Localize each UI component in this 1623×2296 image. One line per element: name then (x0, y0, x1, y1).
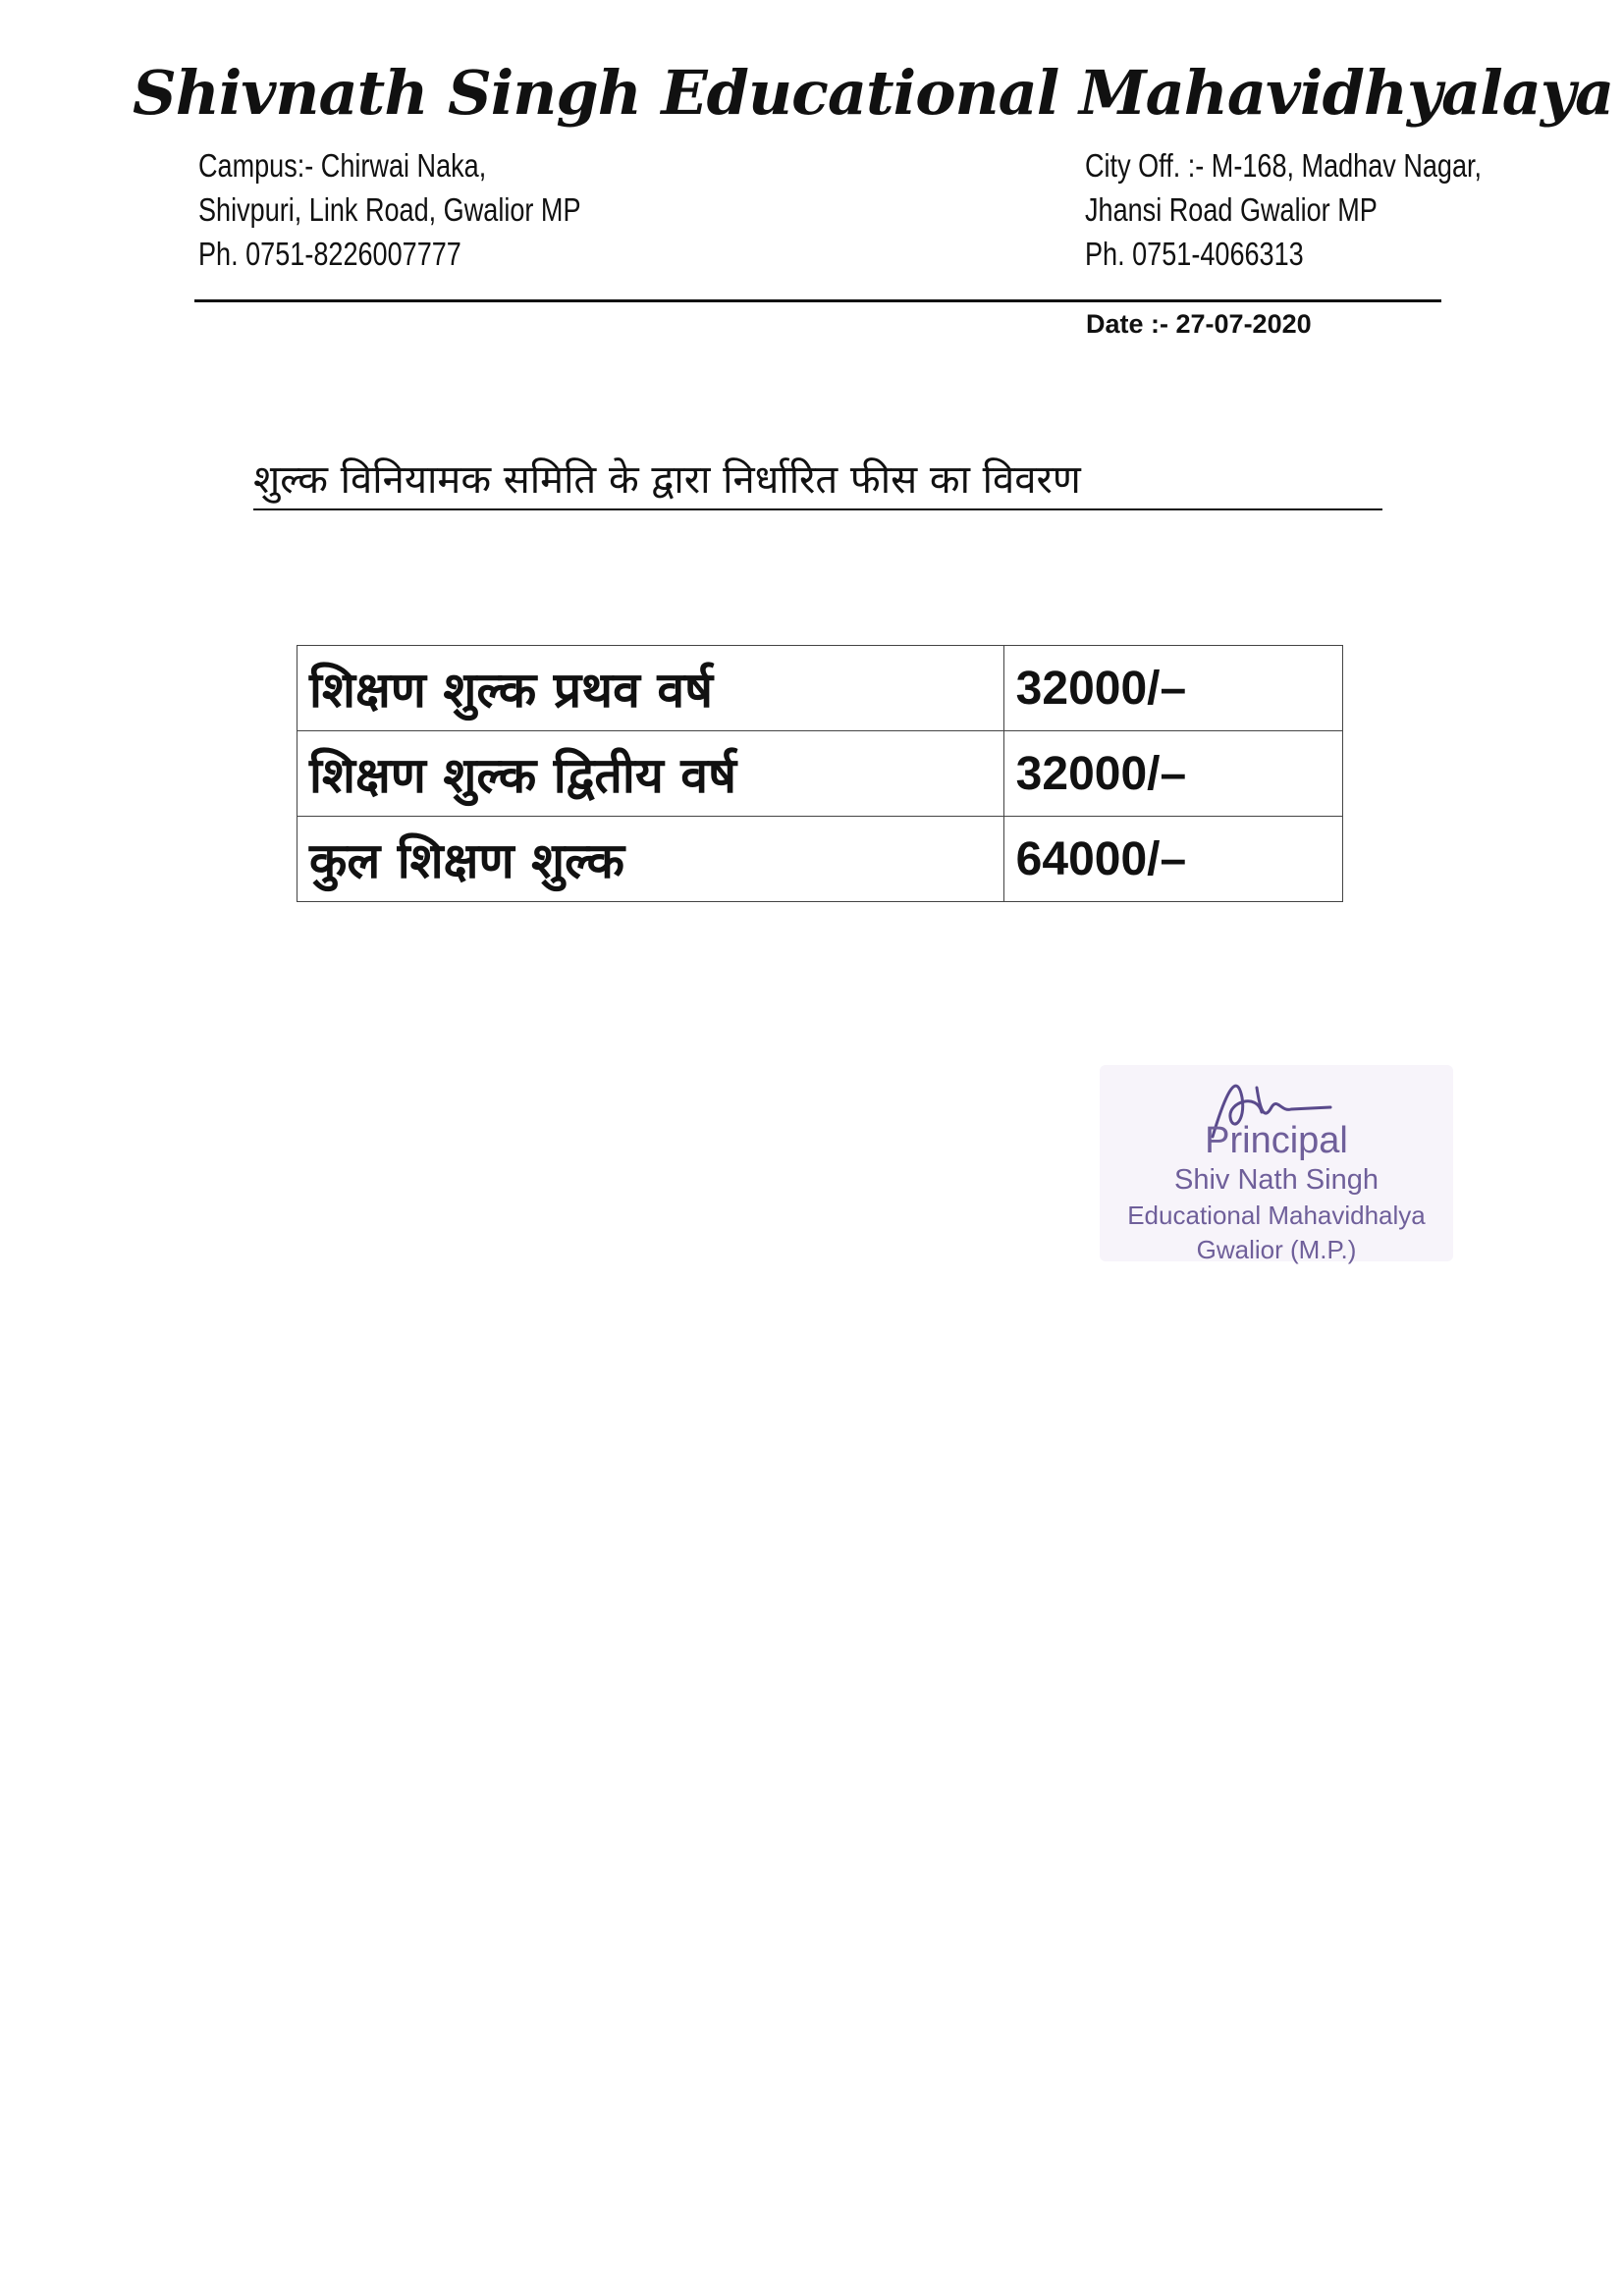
fee-amount: 32000/– (1003, 731, 1342, 817)
seal-title: Principal (1205, 1120, 1348, 1161)
fee-table (297, 645, 1343, 902)
campus-phone: Ph. 0751-8226007777 (198, 236, 461, 272)
fee-total-label: कुल शिक्षण शुल्क (298, 817, 1004, 902)
table-row (298, 646, 1343, 731)
fee-amount: 32000/– (1003, 646, 1342, 731)
document-date: Date :- 27-07-2020 (1086, 309, 1312, 339)
fee-total-amount: 64000/– (1003, 817, 1342, 902)
seal-name: Shiv Nath Singh (1174, 1164, 1379, 1196)
fee-label: शिक्षण शुल्क प्रथव वर्ष (298, 646, 1004, 731)
header-divider (194, 299, 1441, 302)
city-office-address (1085, 143, 1482, 276)
city-office-line-1: City Off. :- M-168, Madhav Nagar, (1085, 147, 1483, 184)
city-office-line-2: Jhansi Road Gwalior MP (1085, 191, 1378, 228)
city-office-phone: Ph. 0751-4066313 (1085, 236, 1304, 272)
college-name: Shivnath Singh Educational Mahavidhyalaya (133, 57, 1614, 129)
seal-location: Gwalior (M.P.) (1196, 1235, 1357, 1264)
campus-address-line-2: Shivpuri, Link Road, Gwalior MP (198, 191, 581, 228)
table-row (298, 731, 1343, 817)
table-row (298, 817, 1343, 902)
campus-address (198, 143, 581, 276)
campus-address-line-1: Campus:- Chirwai Naka, (198, 147, 487, 184)
fee-heading: शुल्क विनियामक समिति के द्वारा निर्धारित फीस का विवरण (253, 454, 1382, 510)
seal-institution: Educational Mahavidhalya (1127, 1201, 1426, 1230)
fee-label: शिक्षण शुल्क द्वितीय वर्ष (298, 731, 1004, 817)
